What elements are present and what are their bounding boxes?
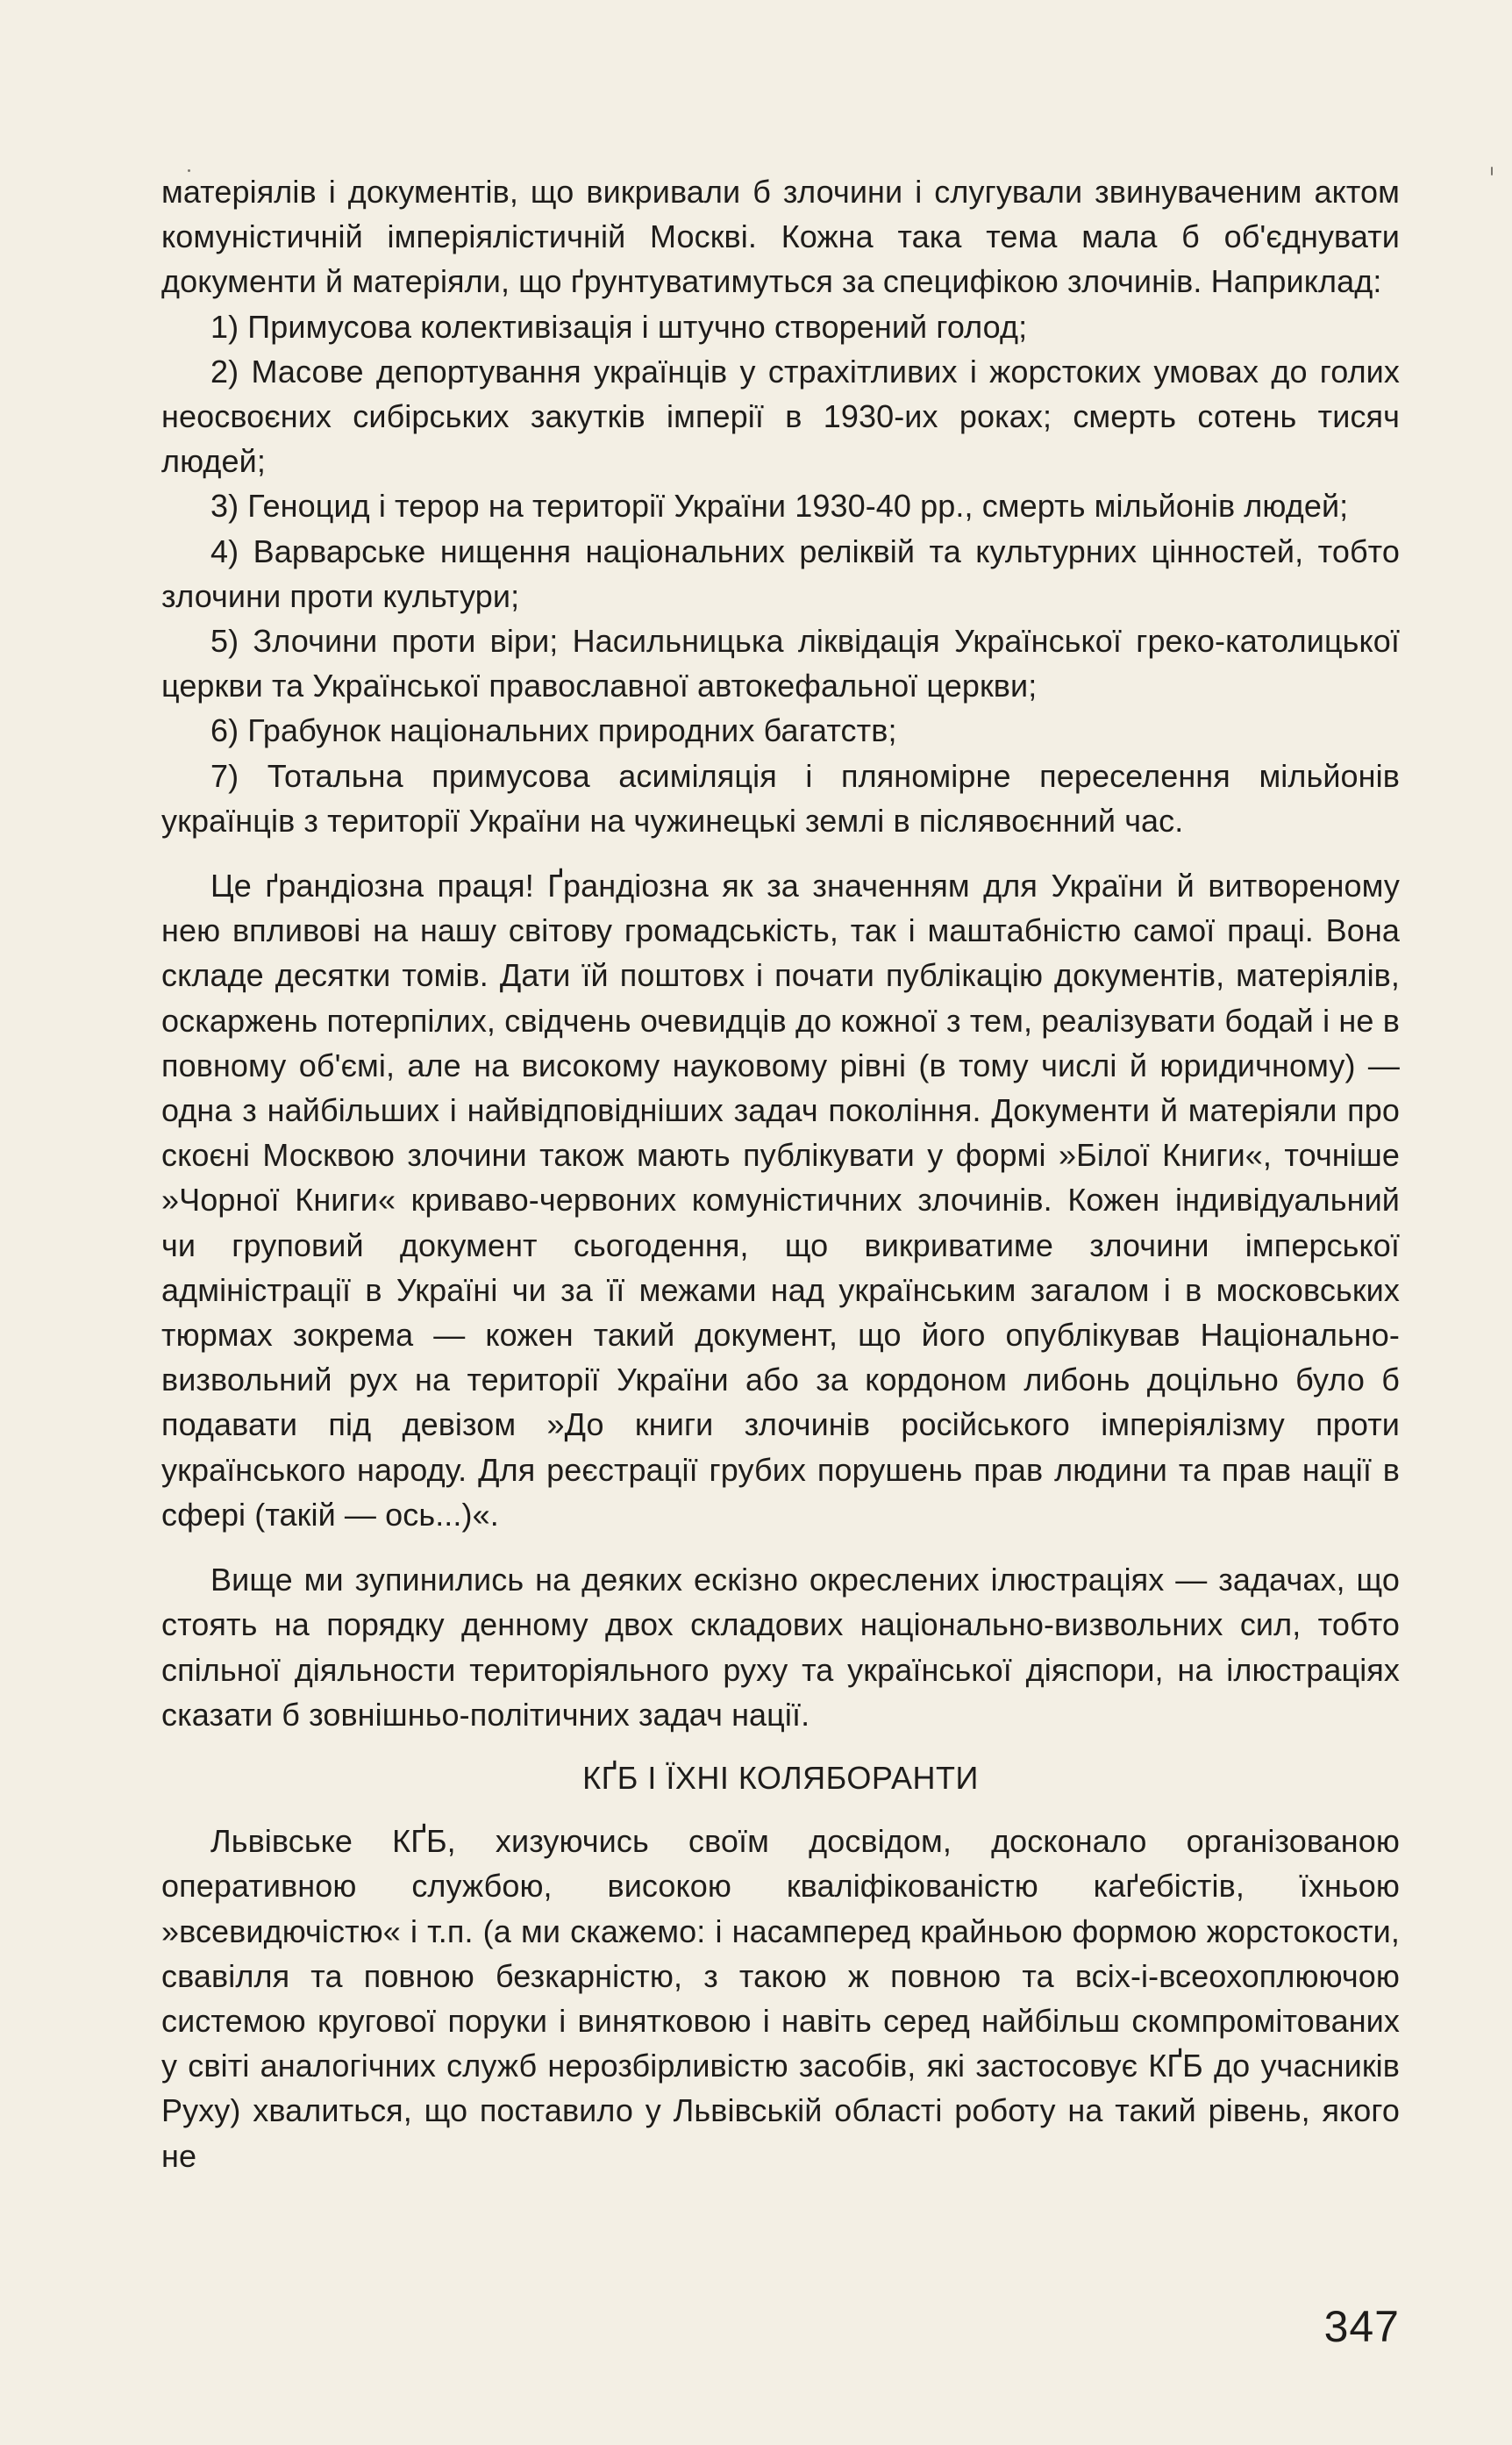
- list-item-6: 6) Грабунок національних природних багатств;: [210, 712, 897, 749]
- section-heading: КҐБ І ЇХНІ КОЛЯБОРАНТИ: [582, 1759, 979, 1796]
- list-item-1: 1) Примусова колективізація і штучно створений голод;: [210, 308, 1028, 345]
- list-item-2: 2) Масове депортування українців у страхітливих і жорстоких умовах до голих неосвоєних сибірських закутків імперії в 1930-их роках; смерть сотень тисяч людей;: [161, 353, 1400, 480]
- paragraph-grand-work: Це ґрандіозна праця! Ґрандіозна як за значенням для України й витвореному нею впливові на нашу світову громадськість, так і маштабністю самої праці. Вона складе десятки томів. Дати їй поштовх і почати публікацію документів, матеріялів, оскаржень потерпілих, свідчень очевидців до кожної з тем, реалізувати бодай і не в повному об'ємі, але на високому науковому рівні (в тому числі й юридичному) — одна з найбільших і найвідповідніших задач покоління. Документи й матеріяли про скоєні Москвою злочини також мають публікувати у формі »Білої Книги«, точніше »Чорної Книги« криваво-червоних комуністичних злочинів. Кожен індивідуальний чи груповий документ сьогодення, що викриватиме злочини імперської адміністрації в Україні чи за її межами над українським загалом і в московських тюрмах зокрема — кожен такий документ, що його опублікував Національно-визвольний рух на території України або за кордоном либонь доцільно було б подавати під девізом »До книги злочинів російського імперіялізму проти українського народу. Для реєстрації грубих порушень прав людини та прав нації в сфері (такій — ось...)«.: [161, 868, 1400, 1533]
- paragraph-lviv-kgb: Львівське КҐБ, хизуючись своїм досвідом, досконало організованою оперативною службою, високою кваліфікованістю каґебістів, їхньою »всевидючістю« і т.п. (а ми скажемо: і насамперед крайньою формою жорстокости, свавілля та повною безкарністю, з такою ж повною та всіх-і-всеохоплюючою системою кругової поруки і винятковою і навіть серед найбільш скомпромітованих у світі аналогічних служб нерозбірливістю засобів, які застосовує КҐБ до учасників Руху) хвалиться, що поставило у Львівській області роботу на такий рівень, якого не: [161, 1823, 1400, 2174]
- list-item-5: 5) Злочини проти віри; Насильницька ліквідація Української греко-католицької церкви та Української православної автокефальної церкви;: [161, 623, 1400, 704]
- body-text: [161, 169, 1400, 2178]
- list-item-4: 4) Варварське нищення національних реліквій та культурних цінностей, тобто злочини проти культури;: [161, 533, 1400, 614]
- page-number: 347: [1323, 2302, 1400, 2351]
- continuation-paragraph: матеріялів і документів, що викривали б злочини і слугували звинуваченим актом комуністичній імперіялістичній Москві. Кожна така тема мала б об'єднувати документи й матеріяли, що ґрунтуватимуться за специфікою злочинів. Наприклад:: [161, 174, 1400, 300]
- scan-speck: [1491, 167, 1493, 175]
- list-item-3: 3) Геноцид і терор на території України 1930-40 рр., смерть мільйонів людей;: [210, 488, 1349, 525]
- paragraph-illustrations: Вище ми зупинились на деяких ескізно окреслених ілюстраціях — задачах, що стоять на порядку денному двох складових національно-визвольних сил, тобто спільної діяльности територіяльного руху та української діяспори, на ілюстраціях сказати б зовнішньо-політичних задач нації.: [161, 1562, 1400, 1733]
- list-item-7: 7) Тотальна примусова асиміляція і пляномірне переселення мільйонів українців з території України на чужинецькі землі в післявоєнний час.: [161, 757, 1400, 839]
